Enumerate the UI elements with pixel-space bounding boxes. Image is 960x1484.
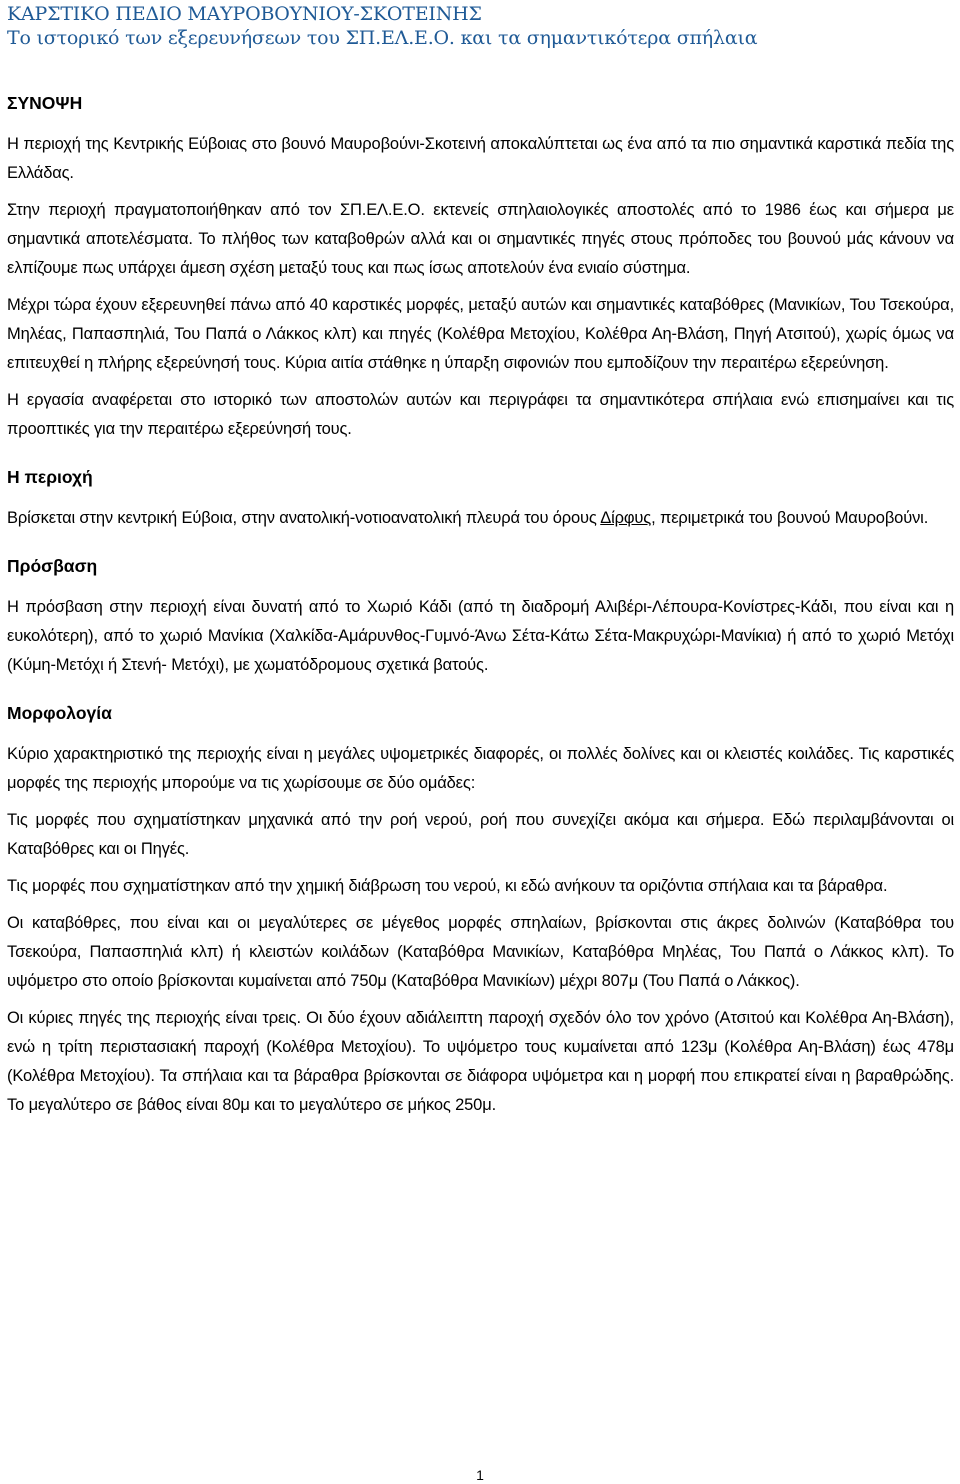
morphology-paragraph-5: Οι κύριες πηγές της περιοχής είναι τρεις. Οι δύο έχουν αδιάλειπτη παροχή σχεδόν όλο τον χρόνο (Ατσιτού και Κολέθρα Αη-Βλάση), ενώ η τρίτη περιστασιακή παροχή (Κολέθρα Μετοχίου). Το υψόμετρο τους κυμαίνεται από 123μ (Κολέθρα Αη-Βλάση) έως 478μ (Κολέθρα Μετοχίου). Τα σπήλαια και τα βάραθρα βρίσκονται σε διάφορα υψόμετρα και η μορφή που επικρατεί είναι η βαραθρώδης. Το μεγαλύτερο σε βάθος είναι 80μ και το μεγαλύτερο σε μήκος 250μ. [7, 1009, 954, 1114]
area-text-end: , περιμετρικά του βουνού Μαυροβούνι. [651, 509, 929, 527]
dirfys-link[interactable]: Δίρφυς [600, 509, 652, 527]
morphology-paragraph-3: Τις μορφές που σχηματίστηκαν από την χημική διάβρωση του νερού, κι εδώ ανήκουν τα οριζόντια σπήλαια και τα βάραθρα. [7, 877, 888, 895]
access-heading: Πρόσβαση [7, 556, 98, 576]
page-number: 1 [476, 1467, 484, 1483]
area-text-start: Βρίσκεται στην κεντρική Εύβοια, στην ανατολική-νοτιοανατολική πλευρά του όρους [7, 509, 601, 527]
document-body [7, 92, 954, 1128]
summary-heading: ΣΥΝΟΨΗ [7, 93, 83, 113]
morphology-paragraph-1: Κύριο χαρακτηριστικό της περιοχής είναι η μεγάλες υψομετρικές διαφορές, οι πολλές δολίνες και οι κλειστές κοιλάδες. Τις καρστικές μορφές της περιοχής μπορούμε να τις χωρίσουμε σε δύο ομάδες: [7, 745, 954, 792]
summary-paragraph-1: Η περιοχή της Κεντρικής Εύβοιας στο βουνό Μαυροβούνι-Σκοτεινή αποκαλύπτεται ως ένα από τα πιο σημαντικά καρστικά πεδία της Ελλάδας. [7, 135, 954, 182]
morphology-heading: Μορφολογία [7, 703, 112, 723]
document-header [7, 2, 957, 50]
summary-paragraph-3: Μέχρι τώρα έχουν εξερευνηθεί πάνω από 40 καρστικές μορφές, μεταξύ αυτών και σημαντικές καταβόθρες (Μανικίων, Του Τσεκούρα, Μηλέας, Παπασπηλιά, Του Παπά ο Λάκκος κλπ) και πηγές (Κολέθρα Μετοχίου, Κολέθρα Αη-Βλάση, Πηγή Ατσιτού), χωρίς όμως να επιτευχθεί η πλήρης εξερεύνησή τους. Κύρια αιτία στάθηκε η ύπαρξη σιφονιών που εμποδίζουν την περαιτέρω εξερεύνηση. [7, 296, 954, 372]
morphology-paragraph-2: Τις μορφές που σχηματίστηκαν μηχανικά από την ροή νερού, ροή που συνεχίζει ακόμα και σήμερα. Εδώ περιλαμβάνονται οι Καταβόθρες και οι Πηγές. [7, 811, 954, 858]
summary-paragraph-2: Στην περιοχή πραγματοποιήθηκαν από τον ΣΠ.ΕΛ.Ε.Ο. εκτενείς σπηλαιολογικές αποστολές από το 1986 έως και σήμερα με σημαντικά αποτελέσματα. Το πλήθος των καταβοθρών αλλά και οι σημαντικές πηγές στους πρόποδες του βουνού μάς κάνουν να ελπίζουμε πως υπάρχει άμεση σχέση μεταξύ τους και πως ίσως αποτελούν ένα ενιαίο σύστημα. [7, 201, 954, 277]
document-title: ΚΑΡΣΤΙΚΟ ΠΕΔΙΟ ΜΑΥΡΟΒΟΥΝΙΟΥ-ΣΚΟΤΕΙΝΗΣ [7, 3, 482, 25]
area-heading: Η περιοχή [7, 467, 93, 487]
access-paragraph: Η πρόσβαση στην περιοχή είναι δυνατή από το Χωριό Κάδι (από τη διαδρομή Αλιβέρι-Λέπουρα-Κονίστρες-Κάδι, που είναι και η ευκολότερη), από το χωριό Μανίκια (Χαλκίδα-Αμάρυνθος-Γυμνό-Άνω Σέτα-Κάτω Σέτα-Μακρυχώρι-Μανίκια) ή από το χωριό Μετόχι (Κύμη-Μετόχι ή Στενή- Μετόχι), με χωματόδρομους σχετικά βατούς. [7, 598, 954, 674]
summary-paragraph-4: Η εργασία αναφέρεται στο ιστορικό των αποστολών αυτών και περιγράφει τα σημαντικότερα σπήλαια ενώ επισημαίνει και τις προοπτικές για την περαιτέρω εξερεύνησή τους. [7, 391, 954, 438]
morphology-paragraph-4: Οι καταβόθρες, που είναι και οι μεγαλύτερες σε μέγεθος μορφές σπηλαίων, βρίσκονται στις άκρες δολινών (Καταβόθρα του Τσεκούρα, Παπασπηλιά κλπ) ή κλειστών κοιλάδων (Καταβόθρα Μανικίων, Καταβόθρα Μηλέας, Του Παπά ο Λάκκος κλπ). Το υψόμετρο στο οποίο βρίσκονται κυμαίνεται από 750μ (Καταβόθρα Μανικίων) μέχρι 807μ (Του Παπά ο Λάκκος). [7, 914, 954, 990]
document-subtitle: Το ιστορικό των εξερευνήσεων του ΣΠ.ΕΛ.Ε.Ο. και τα σημαντικότερα σπήλαια [7, 27, 758, 49]
area-paragraph [7, 504, 954, 533]
